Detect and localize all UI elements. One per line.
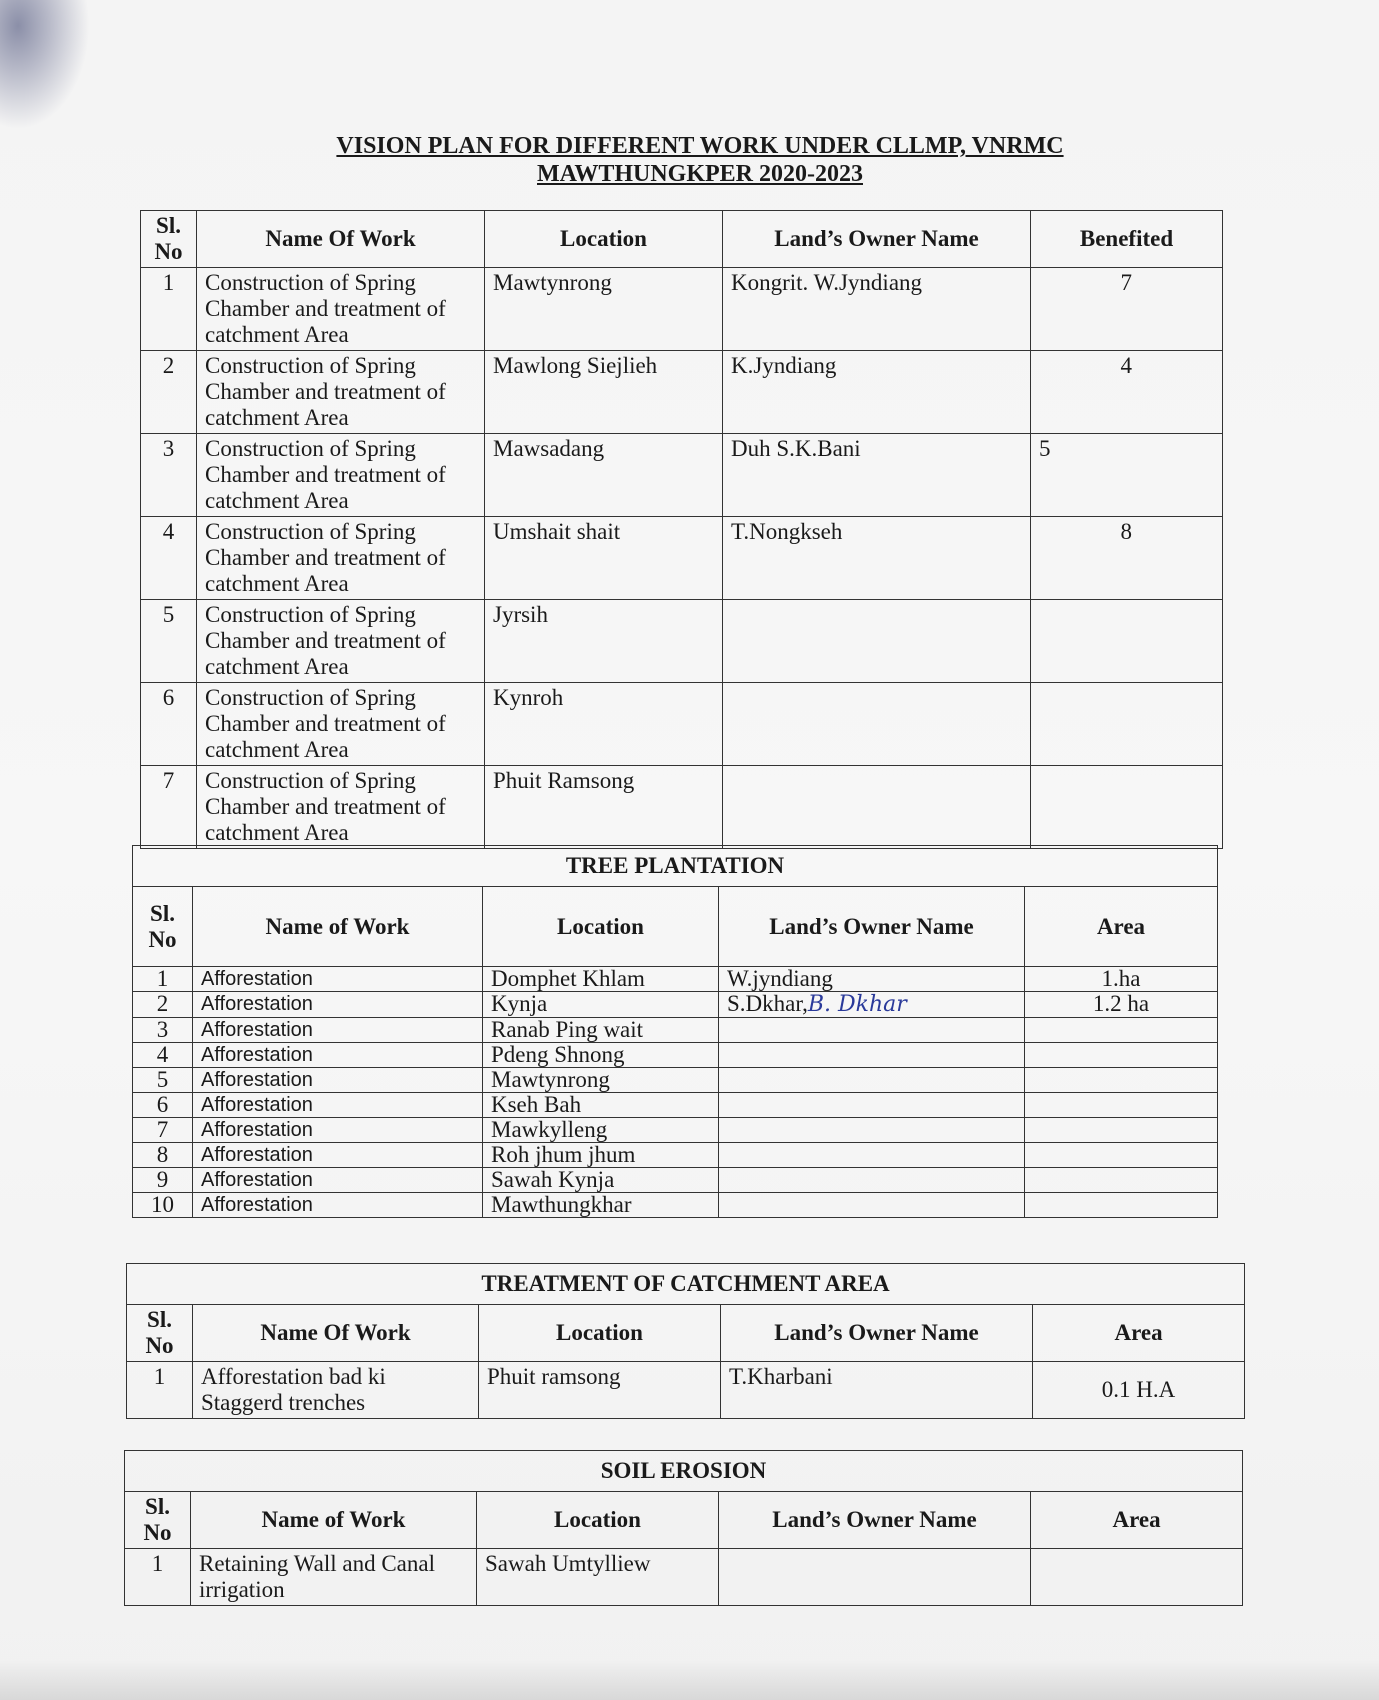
title-line-1: VISION PLAN FOR DIFFERENT WORK UNDER CLLMP, VNRMC [336,133,1064,159]
row-location: Mawtynrong [483,1068,719,1093]
row-sl-no: 3 [141,434,197,517]
catchment-table [126,1263,1245,1419]
row-benefited [1031,766,1223,849]
row-area: 1.2 ha [1025,992,1218,1018]
row-benefited [1031,683,1223,766]
section-title-catchment: TREATMENT OF CATCHMENT AREA [127,1264,1245,1305]
header-name-of-work: Name of Work [191,1492,477,1549]
row-owner-text: S.Dkhar, [727,991,808,1016]
row-owner [723,600,1031,683]
row-owner [719,1193,1025,1218]
row-owner [719,1068,1025,1093]
row-area [1025,1018,1218,1043]
row-benefited [1031,600,1223,683]
row-owner [723,683,1031,766]
row-location: Sawah Umtylliew [477,1549,719,1606]
table-row [127,1362,1245,1419]
header-benefited: Benefited [1031,211,1223,268]
row-location: Mawlong Siejlieh [485,351,723,434]
row-location: Phuit Ramsong [485,766,723,849]
spring-chamber-table [140,210,1223,849]
row-area [1025,1043,1218,1068]
row-area: 1.ha [1025,967,1218,992]
table-header-row [133,887,1218,967]
title-line-2: MAWTHUNGKPER 2020-2023 [537,161,863,187]
table-row [133,967,1218,992]
row-location: Pdeng Shnong [483,1043,719,1068]
row-name-of-work: Afforestation [193,967,483,992]
row-sl-no: 9 [133,1168,193,1193]
header-owner: Land’s Owner Name [723,211,1031,268]
row-location: Mawkylleng [483,1118,719,1143]
row-name-of-work: Construction of Spring Chamber and treatment of catchment Area [197,766,485,849]
row-name-of-work: Construction of Spring Chamber and treatment of catchment Area [197,517,485,600]
row-name-of-work: Afforestation [193,1068,483,1093]
row-sl-no: 4 [141,517,197,600]
row-sl-no: 5 [133,1068,193,1093]
row-location: Ranab Ping wait [483,1018,719,1043]
row-name-of-work: Afforestation [193,1118,483,1143]
table-row [133,992,1218,1018]
table-row [133,1043,1218,1068]
row-name-of-work: Afforestation [193,1093,483,1118]
header-owner: Land’s Owner Name [719,1492,1031,1549]
section-title-tree: TREE PLANTATION [133,846,1218,887]
row-area [1025,1193,1218,1218]
row-owner-text: W.jyndiang [727,966,833,991]
table-row [133,1143,1218,1168]
row-sl-no: 8 [133,1143,193,1168]
row-owner [719,1018,1025,1043]
table-row [141,517,1223,600]
header-name-of-work: Name Of Work [197,211,485,268]
row-sl-no: 3 [133,1018,193,1043]
header-owner: Land’s Owner Name [719,887,1025,967]
row-owner [719,1093,1025,1118]
header-sl-no: Sl. No [127,1305,193,1362]
row-sl-no: 1 [125,1549,191,1606]
row-name-of-work: Afforestation [193,1168,483,1193]
table-header-row [127,1305,1245,1362]
row-area: 0.1 H.A [1033,1362,1245,1419]
row-name-of-work: Construction of Spring Chamber and treatment of catchment Area [197,434,485,517]
row-sl-no: 6 [133,1093,193,1118]
header-sl-no: Sl. No [125,1492,191,1549]
row-sl-no: 1 [141,268,197,351]
bottom-shadow [0,1660,1379,1700]
row-owner: Duh S.K.Bani [723,434,1031,517]
tree-plantation-table [132,845,1218,1218]
document-title [200,132,1200,188]
table-row [141,600,1223,683]
row-location: Mawthungkhar [483,1193,719,1218]
row-owner [719,1143,1025,1168]
row-area [1025,1118,1218,1143]
row-sl-no: 2 [141,351,197,434]
header-sl-no: Sl. No [133,887,193,967]
row-sl-no: 5 [141,600,197,683]
row-sl-no: 7 [133,1118,193,1143]
row-area [1031,1549,1243,1606]
header-name-of-work: Name Of Work [193,1305,479,1362]
row-location: Domphet Khlam [483,967,719,992]
header-sl-no: Sl. No [141,211,197,268]
header-area: Area [1025,887,1218,967]
table-row [125,1549,1243,1606]
row-name-of-work: Afforestation [193,1143,483,1168]
row-sl-no: 6 [141,683,197,766]
header-area: Area [1033,1305,1245,1362]
handwritten-owner: B. Dkhar [807,992,907,1017]
row-sl-no: 2 [133,992,193,1018]
row-owner [719,1118,1025,1143]
row-location: Kseh Bah [483,1093,719,1118]
table-row [141,351,1223,434]
row-sl-no: 10 [133,1193,193,1218]
soil-erosion-table [124,1450,1243,1606]
row-owner [719,1549,1031,1606]
header-area: Area [1031,1492,1243,1549]
table-row [141,268,1223,351]
row-location: Mawsadang [485,434,723,517]
row-sl-no: 4 [133,1043,193,1068]
row-area [1025,1168,1218,1193]
row-name-of-work: Afforestation [193,992,483,1018]
row-name-of-work: Afforestation bad ki Staggerd trenches [193,1362,479,1419]
table-row [133,1093,1218,1118]
row-owner [719,1168,1025,1193]
row-location: Kynja [483,992,719,1018]
row-benefited: 8 [1031,517,1223,600]
table-header-row [141,211,1223,268]
header-location: Location [483,887,719,967]
header-location: Location [477,1492,719,1549]
row-sl-no: 1 [127,1362,193,1419]
row-location: Phuit ramsong [479,1362,721,1419]
header-location: Location [485,211,723,268]
row-location: Roh jhum jhum [483,1143,719,1168]
row-name-of-work: Retaining Wall and Canal irrigation [191,1549,477,1606]
row-location: Jyrsih [485,600,723,683]
header-name-of-work: Name of Work [193,887,483,967]
row-name-of-work: Construction of Spring Chamber and treatment of catchment Area [197,600,485,683]
section-title-soil: SOIL EROSION [125,1451,1243,1492]
table-header-row [125,1492,1243,1549]
row-owner: T.Kharbani [721,1362,1033,1419]
row-area [1025,1068,1218,1093]
header-owner: Land’s Owner Name [721,1305,1033,1362]
row-location: Kynroh [485,683,723,766]
row-area [1025,1143,1218,1168]
row-owner [723,766,1031,849]
row-benefited: 4 [1031,351,1223,434]
table-row [133,1018,1218,1043]
row-name-of-work: Construction of Spring Chamber and treatment of catchment Area [197,351,485,434]
table-row [141,683,1223,766]
row-owner: T.Nongkseh [723,517,1031,600]
row-name-of-work: Afforestation [193,1193,483,1218]
table-row [133,1068,1218,1093]
row-benefited: 7 [1031,268,1223,351]
row-name-of-work: Afforestation [193,1043,483,1068]
corner-smudge [0,0,90,130]
row-name-of-work: Afforestation [193,1018,483,1043]
row-name-of-work: Construction of Spring Chamber and treatment of catchment Area [197,683,485,766]
table-row [141,766,1223,849]
table-row [141,434,1223,517]
row-owner: Kongrit. W.Jyndiang [723,268,1031,351]
row-owner: K.Jyndiang [723,351,1031,434]
row-owner [719,992,1025,1018]
row-benefited: 5 [1031,434,1223,517]
row-owner [719,967,1025,992]
row-sl-no: 1 [133,967,193,992]
row-location: Mawtynrong [485,268,723,351]
table-row [133,1193,1218,1218]
row-area [1025,1093,1218,1118]
row-sl-no: 7 [141,766,197,849]
row-name-of-work: Construction of Spring Chamber and treatment of catchment Area [197,268,485,351]
row-owner [719,1043,1025,1068]
table-row [133,1168,1218,1193]
table-row [133,1118,1218,1143]
header-location: Location [479,1305,721,1362]
row-location: Sawah Kynja [483,1168,719,1193]
row-location: Umshait shait [485,517,723,600]
